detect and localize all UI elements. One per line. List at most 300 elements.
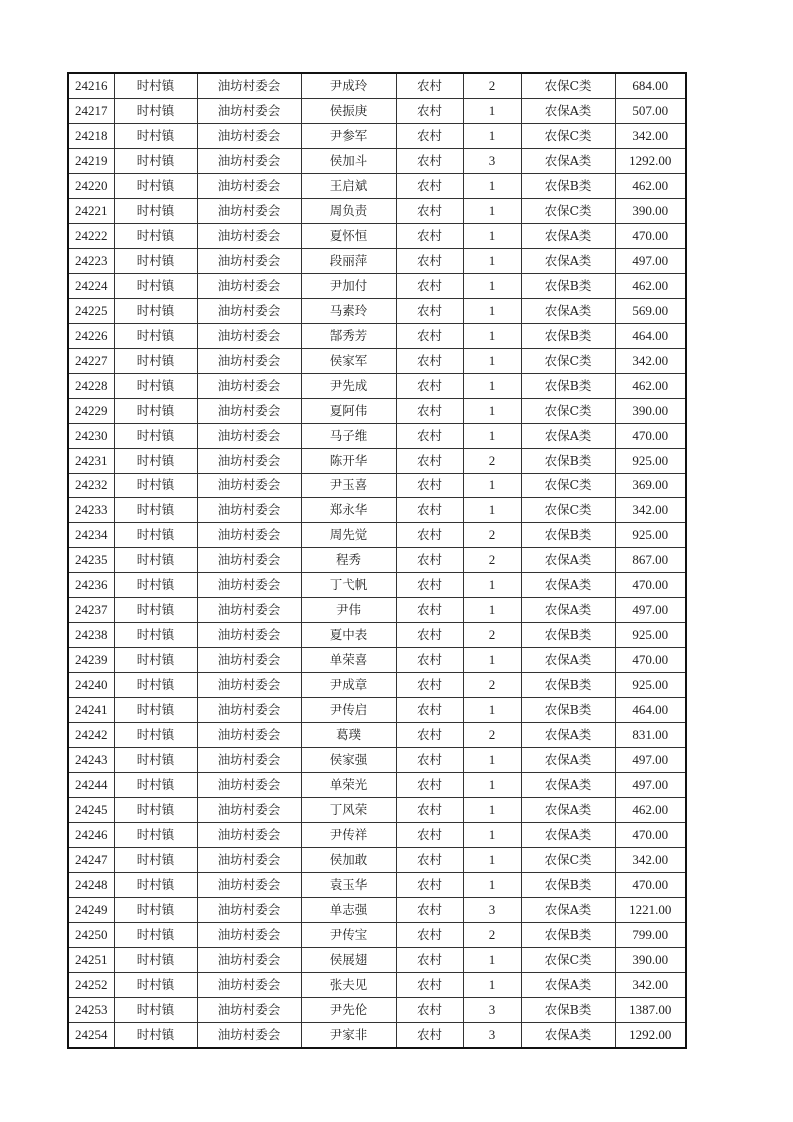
town-cell: 时村镇	[114, 73, 197, 98]
amount-cell: 925.00	[615, 673, 686, 698]
village-committee-cell: 油坊村委会	[197, 573, 301, 598]
village-committee-cell: 油坊村委会	[197, 598, 301, 623]
area-type-cell: 农村	[396, 848, 463, 873]
table-row	[68, 523, 686, 548]
village-committee-cell: 油坊村委会	[197, 123, 301, 148]
record-id-cell: 24242	[68, 723, 114, 748]
town-cell: 时村镇	[114, 273, 197, 298]
village-committee-cell: 油坊村委会	[197, 972, 301, 997]
area-type-cell: 农村	[396, 598, 463, 623]
record-id-cell: 24252	[68, 972, 114, 997]
town-cell: 时村镇	[114, 398, 197, 423]
amount-cell: 342.00	[615, 848, 686, 873]
name-cell: 侯加斗	[301, 148, 396, 173]
record-id-cell: 24241	[68, 698, 114, 723]
household-size-cell: 1	[463, 273, 521, 298]
name-cell: 尹传启	[301, 698, 396, 723]
household-size-cell: 1	[463, 947, 521, 972]
table-row	[68, 273, 686, 298]
village-committee-cell: 油坊村委会	[197, 523, 301, 548]
insurance-class-cell: 农保A类	[521, 823, 615, 848]
insurance-class-cell: 农保A类	[521, 897, 615, 922]
insurance-class-cell: 农保A类	[521, 548, 615, 573]
record-id-cell: 24250	[68, 922, 114, 947]
insurance-class-cell: 农保B类	[521, 873, 615, 898]
area-type-cell: 农村	[396, 748, 463, 773]
town-cell: 时村镇	[114, 148, 197, 173]
village-committee-cell: 油坊村委会	[197, 997, 301, 1022]
table-row	[68, 873, 686, 898]
area-type-cell: 农村	[396, 798, 463, 823]
name-cell: 葛璞	[301, 723, 396, 748]
area-type-cell: 农村	[396, 498, 463, 523]
name-cell: 张夫见	[301, 972, 396, 997]
insurance-class-cell: 农保C类	[521, 498, 615, 523]
table-row	[68, 623, 686, 648]
name-cell: 单荣喜	[301, 648, 396, 673]
table-row	[68, 848, 686, 873]
name-cell: 侯振庚	[301, 98, 396, 123]
area-type-cell: 农村	[396, 897, 463, 922]
table-row	[68, 1022, 686, 1047]
name-cell: 郜秀芳	[301, 323, 396, 348]
area-type-cell: 农村	[396, 223, 463, 248]
household-size-cell: 1	[463, 198, 521, 223]
name-cell: 袁玉华	[301, 873, 396, 898]
amount-cell: 925.00	[615, 448, 686, 473]
area-type-cell: 农村	[396, 248, 463, 273]
amount-cell: 342.00	[615, 498, 686, 523]
village-committee-cell: 油坊村委会	[197, 73, 301, 98]
amount-cell: 1292.00	[615, 148, 686, 173]
area-type-cell: 农村	[396, 823, 463, 848]
village-committee-cell: 油坊村委会	[197, 198, 301, 223]
amount-cell: 470.00	[615, 823, 686, 848]
area-type-cell: 农村	[396, 448, 463, 473]
insurance-class-cell: 农保A类	[521, 773, 615, 798]
insurance-class-cell: 农保A类	[521, 573, 615, 598]
town-cell: 时村镇	[114, 1022, 197, 1047]
town-cell: 时村镇	[114, 997, 197, 1022]
household-size-cell: 1	[463, 598, 521, 623]
name-cell: 尹加付	[301, 273, 396, 298]
village-committee-cell: 油坊村委会	[197, 473, 301, 498]
table-row	[68, 348, 686, 373]
amount-cell: 462.00	[615, 273, 686, 298]
insurance-class-cell: 农保A类	[521, 148, 615, 173]
table-row	[68, 398, 686, 423]
record-id-cell: 24243	[68, 748, 114, 773]
household-size-cell: 1	[463, 648, 521, 673]
record-id-cell: 24217	[68, 98, 114, 123]
amount-cell: 369.00	[615, 473, 686, 498]
household-size-cell: 1	[463, 373, 521, 398]
town-cell: 时村镇	[114, 498, 197, 523]
name-cell: 夏中表	[301, 623, 396, 648]
insurance-class-cell: 农保B类	[521, 623, 615, 648]
name-cell: 夏阿伟	[301, 398, 396, 423]
record-id-cell: 24230	[68, 423, 114, 448]
town-cell: 时村镇	[114, 423, 197, 448]
table-row	[68, 448, 686, 473]
town-cell: 时村镇	[114, 248, 197, 273]
village-committee-cell: 油坊村委会	[197, 648, 301, 673]
name-cell: 侯展翅	[301, 947, 396, 972]
record-id-cell: 24246	[68, 823, 114, 848]
amount-cell: 1221.00	[615, 897, 686, 922]
record-id-cell: 24225	[68, 298, 114, 323]
town-cell: 时村镇	[114, 972, 197, 997]
area-type-cell: 农村	[396, 298, 463, 323]
town-cell: 时村镇	[114, 348, 197, 373]
village-committee-cell: 油坊村委会	[197, 298, 301, 323]
area-type-cell: 农村	[396, 473, 463, 498]
town-cell: 时村镇	[114, 947, 197, 972]
town-cell: 时村镇	[114, 298, 197, 323]
amount-cell: 569.00	[615, 298, 686, 323]
name-cell: 尹先成	[301, 373, 396, 398]
area-type-cell: 农村	[396, 348, 463, 373]
name-cell: 尹成章	[301, 673, 396, 698]
name-cell: 侯家强	[301, 748, 396, 773]
amount-cell: 867.00	[615, 548, 686, 573]
name-cell: 尹伟	[301, 598, 396, 623]
name-cell: 侯加敢	[301, 848, 396, 873]
insurance-class-cell: 农保A类	[521, 223, 615, 248]
area-type-cell: 农村	[396, 773, 463, 798]
insurance-class-cell: 农保B类	[521, 273, 615, 298]
area-type-cell: 农村	[396, 573, 463, 598]
household-size-cell: 2	[463, 73, 521, 98]
area-type-cell: 农村	[396, 373, 463, 398]
town-cell: 时村镇	[114, 848, 197, 873]
record-id-cell: 24226	[68, 323, 114, 348]
area-type-cell: 农村	[396, 673, 463, 698]
village-committee-cell: 油坊村委会	[197, 273, 301, 298]
village-committee-cell: 油坊村委会	[197, 548, 301, 573]
table-row	[68, 723, 686, 748]
household-size-cell: 1	[463, 748, 521, 773]
record-id-cell: 24238	[68, 623, 114, 648]
insurance-class-cell: 农保C类	[521, 73, 615, 98]
town-cell: 时村镇	[114, 198, 197, 223]
insurance-class-cell: 农保A类	[521, 423, 615, 448]
table-row	[68, 748, 686, 773]
amount-cell: 497.00	[615, 773, 686, 798]
amount-cell: 390.00	[615, 947, 686, 972]
town-cell: 时村镇	[114, 623, 197, 648]
insurance-class-cell: 农保A类	[521, 798, 615, 823]
name-cell: 尹传祥	[301, 823, 396, 848]
insurance-class-cell: 农保B类	[521, 922, 615, 947]
table-row	[68, 373, 686, 398]
village-committee-cell: 油坊村委会	[197, 623, 301, 648]
name-cell: 段丽萍	[301, 248, 396, 273]
amount-cell: 342.00	[615, 123, 686, 148]
table-row	[68, 698, 686, 723]
amount-cell: 464.00	[615, 323, 686, 348]
name-cell: 王启斌	[301, 173, 396, 198]
insurance-class-cell: 农保C类	[521, 123, 615, 148]
insurance-class-cell: 农保A类	[521, 748, 615, 773]
insurance-class-cell: 农保A类	[521, 1022, 615, 1047]
name-cell: 尹玉喜	[301, 473, 396, 498]
insurance-class-cell: 农保C类	[521, 198, 615, 223]
village-committee-cell: 油坊村委会	[197, 698, 301, 723]
area-type-cell: 农村	[396, 73, 463, 98]
household-size-cell: 1	[463, 823, 521, 848]
village-committee-cell: 油坊村委会	[197, 848, 301, 873]
insurance-class-cell: 农保B类	[521, 373, 615, 398]
amount-cell: 684.00	[615, 73, 686, 98]
village-committee-cell: 油坊村委会	[197, 1022, 301, 1047]
area-type-cell: 农村	[396, 398, 463, 423]
table-row	[68, 823, 686, 848]
table-row	[68, 148, 686, 173]
town-cell: 时村镇	[114, 798, 197, 823]
insurance-class-cell: 农保A类	[521, 598, 615, 623]
insurance-class-cell: 农保C类	[521, 947, 615, 972]
amount-cell: 1292.00	[615, 1022, 686, 1047]
town-cell: 时村镇	[114, 223, 197, 248]
town-cell: 时村镇	[114, 573, 197, 598]
area-type-cell: 农村	[396, 947, 463, 972]
record-id-cell: 24233	[68, 498, 114, 523]
record-id-cell: 24239	[68, 648, 114, 673]
record-id-cell: 24235	[68, 548, 114, 573]
town-cell: 时村镇	[114, 548, 197, 573]
area-type-cell: 农村	[396, 323, 463, 348]
name-cell: 尹参军	[301, 123, 396, 148]
name-cell: 丁风荣	[301, 798, 396, 823]
table-row	[68, 648, 686, 673]
household-size-cell: 1	[463, 573, 521, 598]
insurance-class-cell: 农保B类	[521, 448, 615, 473]
amount-cell: 470.00	[615, 223, 686, 248]
amount-cell: 390.00	[615, 198, 686, 223]
household-size-cell: 1	[463, 223, 521, 248]
town-cell: 时村镇	[114, 723, 197, 748]
table-row	[68, 123, 686, 148]
relief-roster-table	[67, 72, 687, 1049]
name-cell: 陈开华	[301, 448, 396, 473]
record-id-cell: 24249	[68, 897, 114, 922]
name-cell: 郑永华	[301, 498, 396, 523]
table-row	[68, 798, 686, 823]
amount-cell: 925.00	[615, 523, 686, 548]
insurance-class-cell: 农保A类	[521, 248, 615, 273]
area-type-cell: 农村	[396, 173, 463, 198]
area-type-cell: 农村	[396, 523, 463, 548]
table-row	[68, 972, 686, 997]
village-committee-cell: 油坊村委会	[197, 98, 301, 123]
record-id-cell: 24224	[68, 273, 114, 298]
household-size-cell: 1	[463, 248, 521, 273]
name-cell: 单荣光	[301, 773, 396, 798]
record-id-cell: 24222	[68, 223, 114, 248]
table-row	[68, 473, 686, 498]
record-id-cell: 24223	[68, 248, 114, 273]
amount-cell: 497.00	[615, 598, 686, 623]
record-id-cell: 24240	[68, 673, 114, 698]
name-cell: 周负责	[301, 198, 396, 223]
name-cell: 尹家非	[301, 1022, 396, 1047]
village-committee-cell: 油坊村委会	[197, 398, 301, 423]
area-type-cell: 农村	[396, 423, 463, 448]
name-cell: 夏怀恒	[301, 223, 396, 248]
record-id-cell: 24219	[68, 148, 114, 173]
village-committee-cell: 油坊村委会	[197, 947, 301, 972]
town-cell: 时村镇	[114, 673, 197, 698]
area-type-cell: 农村	[396, 873, 463, 898]
town-cell: 时村镇	[114, 123, 197, 148]
table-row	[68, 423, 686, 448]
town-cell: 时村镇	[114, 373, 197, 398]
table-row	[68, 598, 686, 623]
amount-cell: 497.00	[615, 248, 686, 273]
area-type-cell: 农村	[396, 198, 463, 223]
table-row	[68, 73, 686, 98]
insurance-class-cell: 农保B类	[521, 997, 615, 1022]
household-size-cell: 1	[463, 123, 521, 148]
amount-cell: 462.00	[615, 173, 686, 198]
table-row	[68, 298, 686, 323]
amount-cell: 507.00	[615, 98, 686, 123]
insurance-class-cell: 农保A类	[521, 972, 615, 997]
name-cell: 尹先伦	[301, 997, 396, 1022]
village-committee-cell: 油坊村委会	[197, 897, 301, 922]
household-size-cell: 3	[463, 148, 521, 173]
record-id-cell: 24231	[68, 448, 114, 473]
household-size-cell: 2	[463, 523, 521, 548]
table-row	[68, 922, 686, 947]
town-cell: 时村镇	[114, 523, 197, 548]
village-committee-cell: 油坊村委会	[197, 873, 301, 898]
town-cell: 时村镇	[114, 922, 197, 947]
area-type-cell: 农村	[396, 698, 463, 723]
village-committee-cell: 油坊村委会	[197, 148, 301, 173]
town-cell: 时村镇	[114, 323, 197, 348]
record-id-cell: 24236	[68, 573, 114, 598]
town-cell: 时村镇	[114, 173, 197, 198]
household-size-cell: 1	[463, 798, 521, 823]
table-row	[68, 673, 686, 698]
table-row	[68, 323, 686, 348]
household-size-cell: 1	[463, 298, 521, 323]
amount-cell: 470.00	[615, 648, 686, 673]
town-cell: 时村镇	[114, 773, 197, 798]
insurance-class-cell: 农保B类	[521, 698, 615, 723]
village-committee-cell: 油坊村委会	[197, 673, 301, 698]
village-committee-cell: 油坊村委会	[197, 423, 301, 448]
amount-cell: 342.00	[615, 348, 686, 373]
name-cell: 马素玲	[301, 298, 396, 323]
record-id-cell: 24227	[68, 348, 114, 373]
area-type-cell: 农村	[396, 648, 463, 673]
record-id-cell: 24245	[68, 798, 114, 823]
household-size-cell: 1	[463, 873, 521, 898]
village-committee-cell: 油坊村委会	[197, 448, 301, 473]
insurance-class-cell: 农保A类	[521, 648, 615, 673]
table-row	[68, 897, 686, 922]
household-size-cell: 2	[463, 723, 521, 748]
town-cell: 时村镇	[114, 873, 197, 898]
area-type-cell: 农村	[396, 723, 463, 748]
household-size-cell: 1	[463, 698, 521, 723]
amount-cell: 799.00	[615, 922, 686, 947]
table-row	[68, 248, 686, 273]
insurance-class-cell: 农保A类	[521, 723, 615, 748]
household-size-cell: 1	[463, 323, 521, 348]
table-body	[68, 73, 686, 1048]
name-cell: 程秀	[301, 548, 396, 573]
record-id-cell: 24251	[68, 947, 114, 972]
household-size-cell: 2	[463, 673, 521, 698]
area-type-cell: 农村	[396, 972, 463, 997]
name-cell: 侯家军	[301, 348, 396, 373]
household-size-cell: 1	[463, 348, 521, 373]
household-size-cell: 3	[463, 997, 521, 1022]
amount-cell: 497.00	[615, 748, 686, 773]
table-row	[68, 198, 686, 223]
town-cell: 时村镇	[114, 598, 197, 623]
table-row	[68, 498, 686, 523]
village-committee-cell: 油坊村委会	[197, 373, 301, 398]
record-id-cell: 24221	[68, 198, 114, 223]
amount-cell: 470.00	[615, 873, 686, 898]
name-cell: 尹传宝	[301, 922, 396, 947]
area-type-cell: 农村	[396, 123, 463, 148]
insurance-class-cell: 农保A类	[521, 298, 615, 323]
insurance-class-cell: 农保C类	[521, 398, 615, 423]
town-cell: 时村镇	[114, 823, 197, 848]
village-committee-cell: 油坊村委会	[197, 248, 301, 273]
household-size-cell: 1	[463, 423, 521, 448]
record-id-cell: 24234	[68, 523, 114, 548]
record-id-cell: 24232	[68, 473, 114, 498]
town-cell: 时村镇	[114, 473, 197, 498]
area-type-cell: 农村	[396, 922, 463, 947]
table-row	[68, 997, 686, 1022]
village-committee-cell: 油坊村委会	[197, 498, 301, 523]
record-id-cell: 24244	[68, 773, 114, 798]
household-size-cell: 3	[463, 897, 521, 922]
household-size-cell: 1	[463, 398, 521, 423]
village-committee-cell: 油坊村委会	[197, 173, 301, 198]
area-type-cell: 农村	[396, 997, 463, 1022]
table-row	[68, 223, 686, 248]
name-cell: 周先觉	[301, 523, 396, 548]
household-size-cell: 1	[463, 848, 521, 873]
town-cell: 时村镇	[114, 897, 197, 922]
household-size-cell: 1	[463, 972, 521, 997]
record-id-cell: 24254	[68, 1022, 114, 1047]
town-cell: 时村镇	[114, 448, 197, 473]
village-committee-cell: 油坊村委会	[197, 223, 301, 248]
village-committee-cell: 油坊村委会	[197, 748, 301, 773]
table-row	[68, 573, 686, 598]
amount-cell: 470.00	[615, 573, 686, 598]
record-id-cell: 24248	[68, 873, 114, 898]
household-size-cell: 2	[463, 623, 521, 648]
amount-cell: 470.00	[615, 423, 686, 448]
village-committee-cell: 油坊村委会	[197, 823, 301, 848]
village-committee-cell: 油坊村委会	[197, 798, 301, 823]
record-id-cell: 24253	[68, 997, 114, 1022]
household-size-cell: 2	[463, 548, 521, 573]
record-id-cell: 24237	[68, 598, 114, 623]
table-row	[68, 173, 686, 198]
